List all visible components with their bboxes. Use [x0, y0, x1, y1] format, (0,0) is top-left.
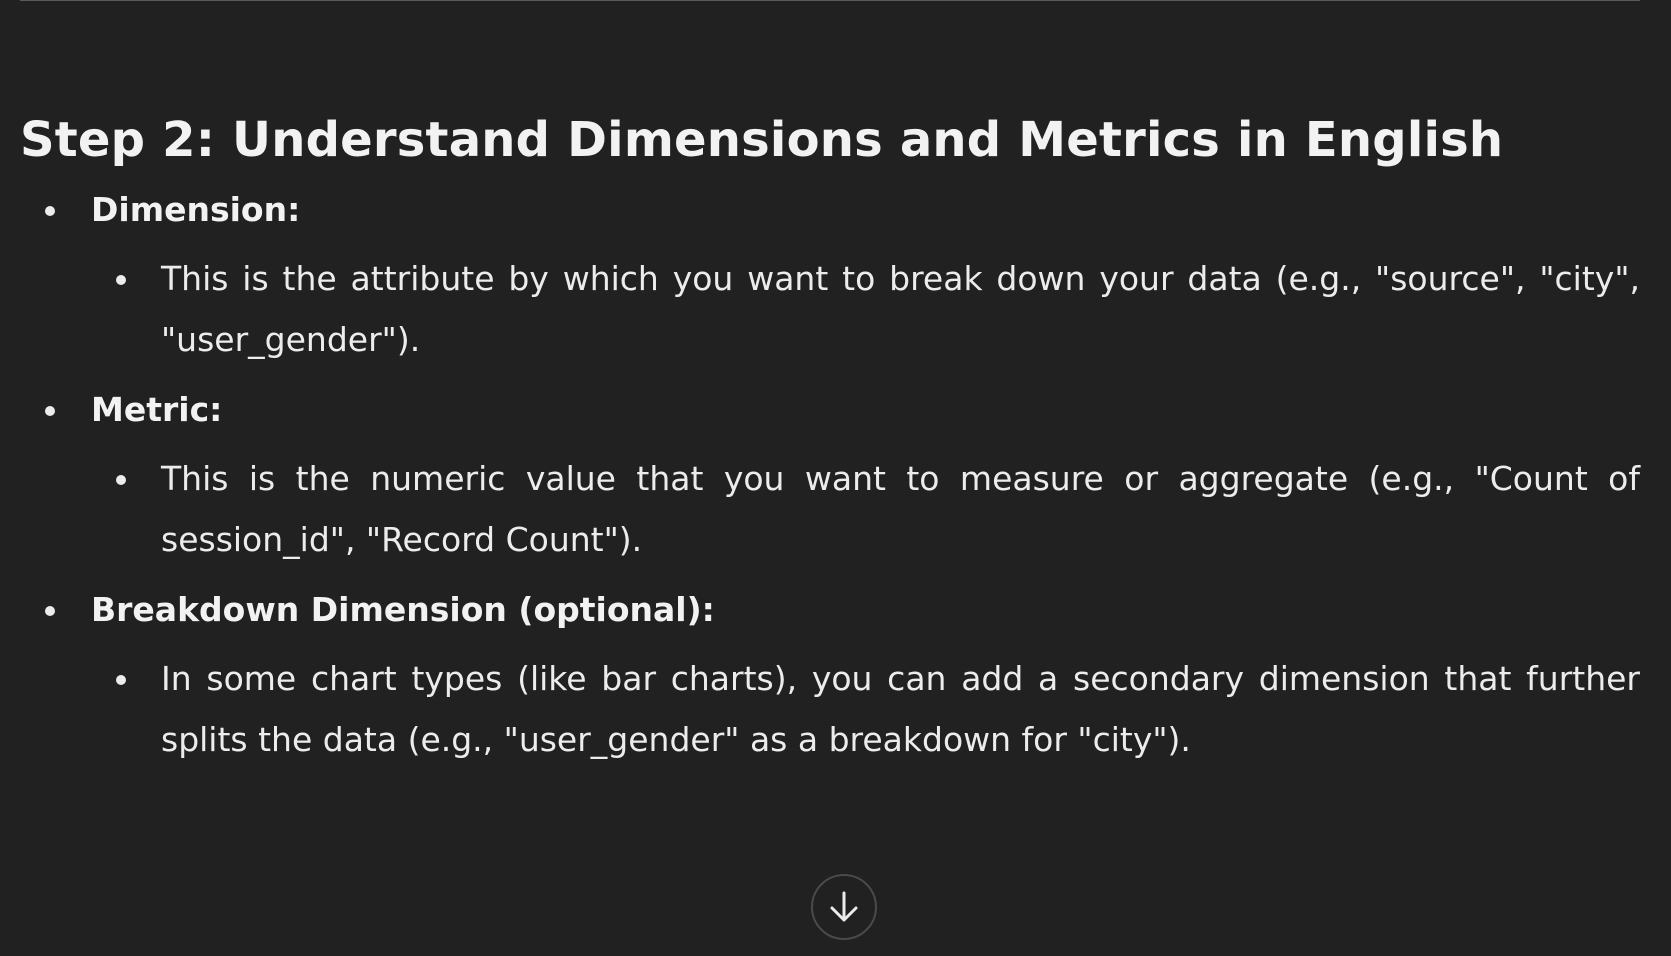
message-content [20, 108, 1640, 784]
list-item-detail: This is the numeric value that you want to measure or aggregate (e.g., "Count of session_id", "Record Count"). [91, 448, 1640, 570]
definitions-list [20, 184, 1640, 770]
sub-list [91, 448, 1640, 570]
sub-list [91, 248, 1640, 370]
item-title: Breakdown Dimension (optional): [91, 590, 715, 629]
list-item-detail: In some chart types (like bar charts), you can add a secondary dimension that further splits the data (e.g., "user_gender" as a breakdown for "city"). [91, 648, 1640, 770]
top-divider [20, 0, 1640, 1]
item-title: Metric: [91, 390, 223, 429]
list-item-metric [20, 384, 1640, 570]
item-title: Dimension: [91, 190, 301, 229]
scroll-to-bottom-button[interactable] [811, 874, 877, 940]
section-heading: Step 2: Understand Dimensions and Metrics in English [20, 112, 1504, 168]
sub-list [91, 648, 1640, 770]
list-item-detail: This is the attribute by which you want to break down your data (e.g., "source", "city", "user_gender"). [91, 248, 1640, 370]
list-item-dimension [20, 184, 1640, 370]
arrow-down-icon [829, 890, 859, 924]
list-item-breakdown-dimension [20, 584, 1640, 770]
